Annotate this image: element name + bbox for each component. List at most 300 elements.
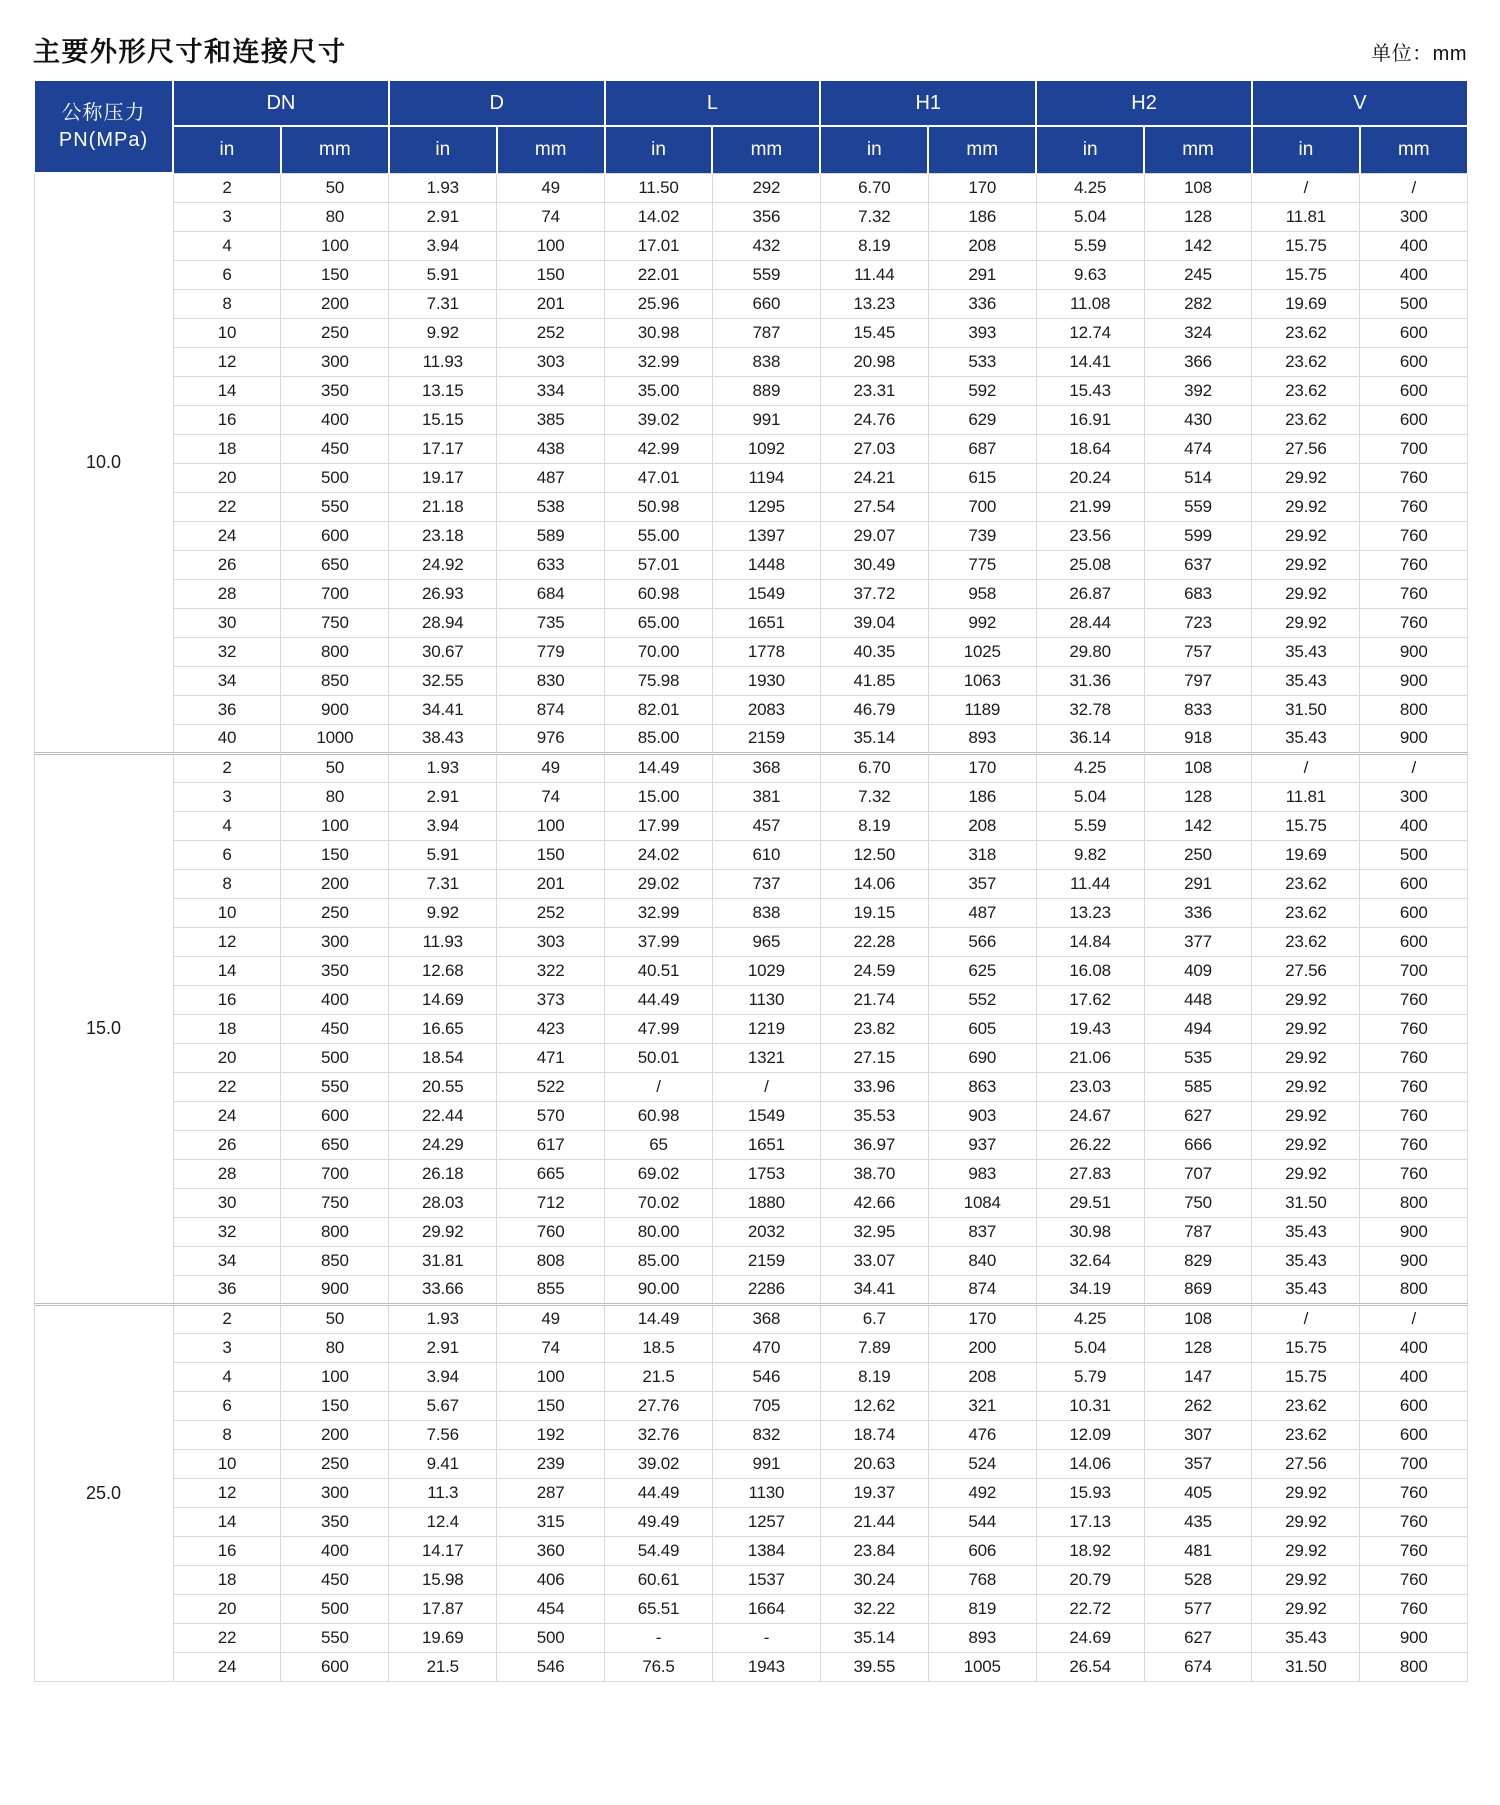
table-cell: 15.75	[1252, 1333, 1360, 1362]
table-cell: 775	[928, 550, 1036, 579]
table-cell: 2083	[712, 695, 820, 724]
table-row	[34, 898, 1468, 927]
table-cell: 27.56	[1252, 434, 1360, 463]
table-cell: 470	[712, 1333, 820, 1362]
table-cell: 7.56	[389, 1420, 497, 1449]
table-cell: 1005	[928, 1652, 1036, 1681]
table-cell: 322	[497, 956, 605, 985]
table-cell: 54.49	[605, 1536, 713, 1565]
table-cell: 252	[497, 318, 605, 347]
table-cell: 1778	[712, 637, 820, 666]
table-cell: 5.04	[1036, 1333, 1144, 1362]
table-cell: 22	[173, 1072, 281, 1101]
page-title: 主要外形尺寸和连接尺寸	[33, 36, 347, 67]
table-cell: 34.41	[820, 1275, 928, 1304]
table-cell: 14	[173, 1507, 281, 1536]
table-cell: 900	[1360, 666, 1468, 695]
column-group-header-v: V	[1252, 80, 1468, 126]
table-cell: 23.62	[1252, 1391, 1360, 1420]
table-cell: 12.68	[389, 956, 497, 985]
table-cell: 373	[497, 985, 605, 1014]
table-cell: 768	[928, 1565, 1036, 1594]
table-cell: 12.4	[389, 1507, 497, 1536]
table-cell: 863	[928, 1072, 1036, 1101]
table-cell: 29.92	[1252, 1101, 1360, 1130]
table-cell: 22.01	[605, 260, 713, 289]
table-cell: 524	[928, 1449, 1036, 1478]
table-cell: 797	[1144, 666, 1252, 695]
table-cell: 21.99	[1036, 492, 1144, 521]
table-cell: 150	[497, 260, 605, 289]
table-cell: 1219	[712, 1014, 820, 1043]
table-cell: 6.7	[820, 1304, 928, 1333]
table-cell: 787	[1144, 1217, 1252, 1246]
table-cell: 1130	[712, 1478, 820, 1507]
table-cell: 50	[281, 173, 389, 202]
table-cell: 366	[1144, 347, 1252, 376]
table-cell: 29.92	[1252, 1014, 1360, 1043]
table-cell: 4	[173, 811, 281, 840]
table-cell: 833	[1144, 695, 1252, 724]
table-cell: 300	[281, 927, 389, 956]
table-cell: 250	[1144, 840, 1252, 869]
table-cell: 666	[1144, 1130, 1252, 1159]
table-cell: 1943	[712, 1652, 820, 1681]
table-row	[34, 550, 1468, 579]
table-cell: 32.95	[820, 1217, 928, 1246]
table-cell: 19.15	[820, 898, 928, 927]
table-cell: /	[1360, 753, 1468, 782]
table-cell: 760	[1360, 1014, 1468, 1043]
table-row	[34, 1043, 1468, 1072]
table-cell: 29.92	[1252, 1565, 1360, 1594]
table-cell: 760	[1360, 1478, 1468, 1507]
table-cell: 19.69	[389, 1623, 497, 1652]
table-cell: 27.54	[820, 492, 928, 521]
table-cell: 903	[928, 1101, 1036, 1130]
table-cell: 976	[497, 724, 605, 753]
table-cell: 29.80	[1036, 637, 1144, 666]
table-cell: 12	[173, 1478, 281, 1507]
table-cell: 60.98	[605, 1101, 713, 1130]
table-cell: 150	[281, 840, 389, 869]
table-cell: 800	[1360, 1652, 1468, 1681]
table-cell: 40.51	[605, 956, 713, 985]
table-cell: 27.76	[605, 1391, 713, 1420]
table-row	[34, 1217, 1468, 1246]
table-cell: 2	[173, 173, 281, 202]
table-cell: 20.55	[389, 1072, 497, 1101]
table-cell: 11.81	[1252, 202, 1360, 231]
table-cell: 13.23	[820, 289, 928, 318]
table-cell: 900	[281, 1275, 389, 1304]
table-cell: 550	[281, 1623, 389, 1652]
table-row	[34, 608, 1468, 637]
table-cell: 32	[173, 637, 281, 666]
table-cell: 819	[928, 1594, 1036, 1623]
table-cell: 4.25	[1036, 753, 1144, 782]
table-cell: 80	[281, 1333, 389, 1362]
table-cell: 605	[928, 1014, 1036, 1043]
table-cell: 4.25	[1036, 1304, 1144, 1333]
table-cell: 49.49	[605, 1507, 713, 1536]
table-row	[34, 405, 1468, 434]
table-cell: 750	[281, 608, 389, 637]
table-cell: 684	[497, 579, 605, 608]
table-cell: 900	[1360, 724, 1468, 753]
table-cell: 300	[281, 347, 389, 376]
table-cell: 14.69	[389, 985, 497, 1014]
table-cell: 2032	[712, 1217, 820, 1246]
table-cell: 35.00	[605, 376, 713, 405]
table-cell: 528	[1144, 1565, 1252, 1594]
table-row	[34, 434, 1468, 463]
table-cell: 14.06	[1036, 1449, 1144, 1478]
table-cell: 24.76	[820, 405, 928, 434]
table-body	[34, 173, 1468, 1681]
table-cell: 24.59	[820, 956, 928, 985]
table-cell: 7.89	[820, 1333, 928, 1362]
table-cell: 23.62	[1252, 405, 1360, 434]
table-row	[34, 173, 1468, 202]
table-cell: 400	[281, 1536, 389, 1565]
table-cell: 991	[712, 1449, 820, 1478]
table-cell: 17.87	[389, 1594, 497, 1623]
table-row	[34, 840, 1468, 869]
table-cell: 170	[928, 753, 1036, 782]
table-cell: 750	[1144, 1188, 1252, 1217]
table-cell: 60.61	[605, 1565, 713, 1594]
table-cell: 5.04	[1036, 782, 1144, 811]
table-cell: 35.14	[820, 724, 928, 753]
table-cell: 14.49	[605, 1304, 713, 1333]
table-cell: 12.09	[1036, 1420, 1144, 1449]
table-cell: 712	[497, 1188, 605, 1217]
table-cell: 585	[1144, 1072, 1252, 1101]
table-cell: 600	[281, 1101, 389, 1130]
table-cell: 11.44	[820, 260, 928, 289]
table-cell: 674	[1144, 1652, 1252, 1681]
table-cell: 17.13	[1036, 1507, 1144, 1536]
table-cell: 559	[1144, 492, 1252, 521]
table-row	[34, 1478, 1468, 1507]
table-cell: 16	[173, 985, 281, 1014]
table-cell: 350	[281, 376, 389, 405]
sub-header-mm: mm	[1360, 126, 1468, 173]
table-cell: /	[712, 1072, 820, 1101]
table-cell: 22.72	[1036, 1594, 1144, 1623]
table-cell: 760	[1360, 1101, 1468, 1130]
table-row	[34, 811, 1468, 840]
table-cell: 336	[928, 289, 1036, 318]
table-cell: 31.50	[1252, 1188, 1360, 1217]
table-cell: 26	[173, 550, 281, 579]
table-cell: 392	[1144, 376, 1252, 405]
pressure-column-header	[34, 80, 173, 173]
table-cell: 29.92	[1252, 463, 1360, 492]
table-cell: 1.93	[389, 1304, 497, 1333]
sub-header-in: in	[1036, 126, 1144, 173]
table-cell: 840	[928, 1246, 1036, 1275]
table-cell: 900	[281, 695, 389, 724]
table-cell: 3.94	[389, 231, 497, 260]
table-cell: 1651	[712, 1130, 820, 1159]
table-cell: 44.49	[605, 1478, 713, 1507]
table-cell: 19.37	[820, 1478, 928, 1507]
table-cell: 33.07	[820, 1246, 928, 1275]
table-cell: 20	[173, 463, 281, 492]
table-cell: 627	[1144, 1101, 1252, 1130]
table-cell: 13.15	[389, 376, 497, 405]
table-cell: 14.84	[1036, 927, 1144, 956]
table-cell: 29.92	[1252, 521, 1360, 550]
table-cell: 5.91	[389, 260, 497, 289]
table-cell: 34	[173, 1246, 281, 1275]
table-cell: 400	[281, 985, 389, 1014]
table-cell: 723	[1144, 608, 1252, 637]
table-cell: 606	[928, 1536, 1036, 1565]
table-cell: 683	[1144, 579, 1252, 608]
table-row	[34, 579, 1468, 608]
table-cell: 368	[712, 1304, 820, 1333]
table-cell: 889	[712, 376, 820, 405]
table-cell: 808	[497, 1246, 605, 1275]
table-cell: 600	[1360, 898, 1468, 927]
table-cell: 170	[928, 1304, 1036, 1333]
table-cell: 22.44	[389, 1101, 497, 1130]
table-cell: 11.08	[1036, 289, 1144, 318]
table-cell: 128	[1144, 1333, 1252, 1362]
table-header	[34, 80, 1468, 173]
table-cell: 350	[281, 956, 389, 985]
table-cell: 552	[928, 985, 1036, 1014]
table-cell: 3	[173, 202, 281, 231]
table-cell: 18.74	[820, 1420, 928, 1449]
table-cell: 50.01	[605, 1043, 713, 1072]
table-row	[34, 347, 1468, 376]
table-cell: 250	[281, 898, 389, 927]
table-cell: 760	[1360, 1507, 1468, 1536]
table-cell: 7.31	[389, 289, 497, 318]
table-cell: 610	[712, 840, 820, 869]
table-cell: 200	[281, 1420, 389, 1449]
table-cell: 3.94	[389, 811, 497, 840]
table-cell: 357	[928, 869, 1036, 898]
table-cell: 20	[173, 1043, 281, 1072]
table-cell: 855	[497, 1275, 605, 1304]
table-cell: 850	[281, 666, 389, 695]
table-cell: 100	[497, 231, 605, 260]
table-cell: 600	[281, 1652, 389, 1681]
table-cell: 2.91	[389, 782, 497, 811]
table-cell: 1448	[712, 550, 820, 579]
table-cell: 30.67	[389, 637, 497, 666]
table-cell: 34.41	[389, 695, 497, 724]
table-cell: 30	[173, 608, 281, 637]
table-cell: 23.82	[820, 1014, 928, 1043]
table-cell: 85.00	[605, 724, 713, 753]
table-cell: 80	[281, 202, 389, 231]
table-cell: 42.66	[820, 1188, 928, 1217]
table-cell: 1130	[712, 985, 820, 1014]
table-cell: 30.49	[820, 550, 928, 579]
table-cell: 8	[173, 1420, 281, 1449]
table-cell: 760	[1360, 492, 1468, 521]
pressure-header-line2: PN(MPa)	[58, 128, 149, 151]
table-cell: 760	[1360, 1536, 1468, 1565]
table-cell: 893	[928, 1623, 1036, 1652]
table-cell: 665	[497, 1159, 605, 1188]
table-cell: 471	[497, 1043, 605, 1072]
pressure-group-label: 10.0	[34, 173, 173, 753]
table-cell: 35.43	[1252, 1275, 1360, 1304]
table-cell: 29.92	[1252, 550, 1360, 579]
table-cell: 1384	[712, 1536, 820, 1565]
table-cell: 10	[173, 318, 281, 347]
table-cell: 30.98	[605, 318, 713, 347]
table-row	[34, 1130, 1468, 1159]
table-cell: 19.69	[1252, 289, 1360, 318]
table-cell: 24	[173, 521, 281, 550]
table-cell: 90.00	[605, 1275, 713, 1304]
table-cell: 31.50	[1252, 695, 1360, 724]
table-cell: 20.79	[1036, 1565, 1144, 1594]
table-cell: 918	[1144, 724, 1252, 753]
table-cell: 435	[1144, 1507, 1252, 1536]
table-cell: 13.23	[1036, 898, 1144, 927]
table-cell: 577	[1144, 1594, 1252, 1623]
table-cell: 28	[173, 1159, 281, 1188]
table-cell: 32.99	[605, 898, 713, 927]
table-row	[34, 231, 1468, 260]
table-cell: 448	[1144, 985, 1252, 1014]
table-cell: 57.01	[605, 550, 713, 579]
table-cell: 360	[497, 1536, 605, 1565]
table-cell: 15.75	[1252, 231, 1360, 260]
table-cell: 100	[497, 1362, 605, 1391]
table-cell: 9.82	[1036, 840, 1144, 869]
table-cell: 32.78	[1036, 695, 1144, 724]
table-cell: 760	[1360, 521, 1468, 550]
table-cell: 400	[1360, 811, 1468, 840]
table-cell: 37.72	[820, 579, 928, 608]
table-row	[34, 1420, 1468, 1449]
table-cell: 75.98	[605, 666, 713, 695]
table-cell: 1880	[712, 1188, 820, 1217]
table-cell: 29.07	[820, 521, 928, 550]
table-cell: 538	[497, 492, 605, 521]
table-cell: 25.96	[605, 289, 713, 318]
table-cell: 26.87	[1036, 579, 1144, 608]
table-cell: 454	[497, 1594, 605, 1623]
table-cell: 3	[173, 782, 281, 811]
table-cell: 14.06	[820, 869, 928, 898]
table-cell: 1549	[712, 1101, 820, 1130]
table-cell: 39.55	[820, 1652, 928, 1681]
column-group-header-h1: H1	[820, 80, 1036, 126]
table-cell: 14	[173, 376, 281, 405]
table-cell: 252	[497, 898, 605, 927]
table-cell: 1189	[928, 695, 1036, 724]
table-cell: 40.35	[820, 637, 928, 666]
table-cell: 900	[1360, 1217, 1468, 1246]
table-cell: 22.28	[820, 927, 928, 956]
table-cell: 1084	[928, 1188, 1036, 1217]
table-cell: 32.55	[389, 666, 497, 695]
table-cell: 24	[173, 1101, 281, 1130]
table-cell: 5.67	[389, 1391, 497, 1420]
sub-header-in: in	[820, 126, 928, 173]
pressure-header-line1: 公称压力	[61, 101, 146, 124]
table-cell: 15.15	[389, 405, 497, 434]
table-cell: 7.31	[389, 869, 497, 898]
table-cell: 474	[1144, 434, 1252, 463]
table-cell: 690	[928, 1043, 1036, 1072]
table-cell: 400	[1360, 1362, 1468, 1391]
table-cell: 11.3	[389, 1478, 497, 1507]
table-cell: 18	[173, 1565, 281, 1594]
table-cell: 21.44	[820, 1507, 928, 1536]
table-cell: 16.91	[1036, 405, 1144, 434]
table-cell: 800	[281, 637, 389, 666]
table-row	[34, 1333, 1468, 1362]
table-cell: 29.92	[1252, 579, 1360, 608]
table-cell: 760	[1360, 1072, 1468, 1101]
table-cell: 550	[281, 1072, 389, 1101]
table-cell: 35.14	[820, 1623, 928, 1652]
table-row	[34, 869, 1468, 898]
table-cell: 700	[281, 1159, 389, 1188]
table-cell: 12	[173, 927, 281, 956]
table-cell: 32.76	[605, 1420, 713, 1449]
table-cell: 39.04	[820, 608, 928, 637]
table-cell: 28.03	[389, 1188, 497, 1217]
table-cell: 35.43	[1252, 1217, 1360, 1246]
table-cell: 20.24	[1036, 463, 1144, 492]
table-cell: 300	[1360, 782, 1468, 811]
table-cell: 500	[281, 1043, 389, 1072]
table-cell: 589	[497, 521, 605, 550]
table-cell: 2	[173, 753, 281, 782]
table-cell: 1549	[712, 579, 820, 608]
table-cell: 1.93	[389, 753, 497, 782]
table-cell: 30.98	[1036, 1217, 1144, 1246]
table-cell: 760	[1360, 1594, 1468, 1623]
table-row	[34, 1536, 1468, 1565]
sub-header-mm: mm	[497, 126, 605, 173]
table-cell: 250	[281, 1449, 389, 1478]
table-cell: 74	[497, 782, 605, 811]
table-cell: 500	[497, 1623, 605, 1652]
table-row	[34, 1072, 1468, 1101]
table-cell: 336	[1144, 898, 1252, 927]
table-cell: 34.19	[1036, 1275, 1144, 1304]
table-cell: 625	[928, 956, 1036, 985]
table-cell: 9.92	[389, 898, 497, 927]
table-cell: 476	[928, 1420, 1036, 1449]
table-row	[34, 1507, 1468, 1536]
table-cell: 27.56	[1252, 1449, 1360, 1478]
table-cell: 303	[497, 927, 605, 956]
table-cell: 35.43	[1252, 666, 1360, 695]
table-cell: 44.49	[605, 985, 713, 1014]
table-row	[34, 1594, 1468, 1623]
table-cell: 893	[928, 724, 1036, 753]
sub-header-mm: mm	[281, 126, 389, 173]
table-cell: 208	[928, 1362, 1036, 1391]
table-row	[34, 1565, 1468, 1594]
table-row	[34, 637, 1468, 666]
